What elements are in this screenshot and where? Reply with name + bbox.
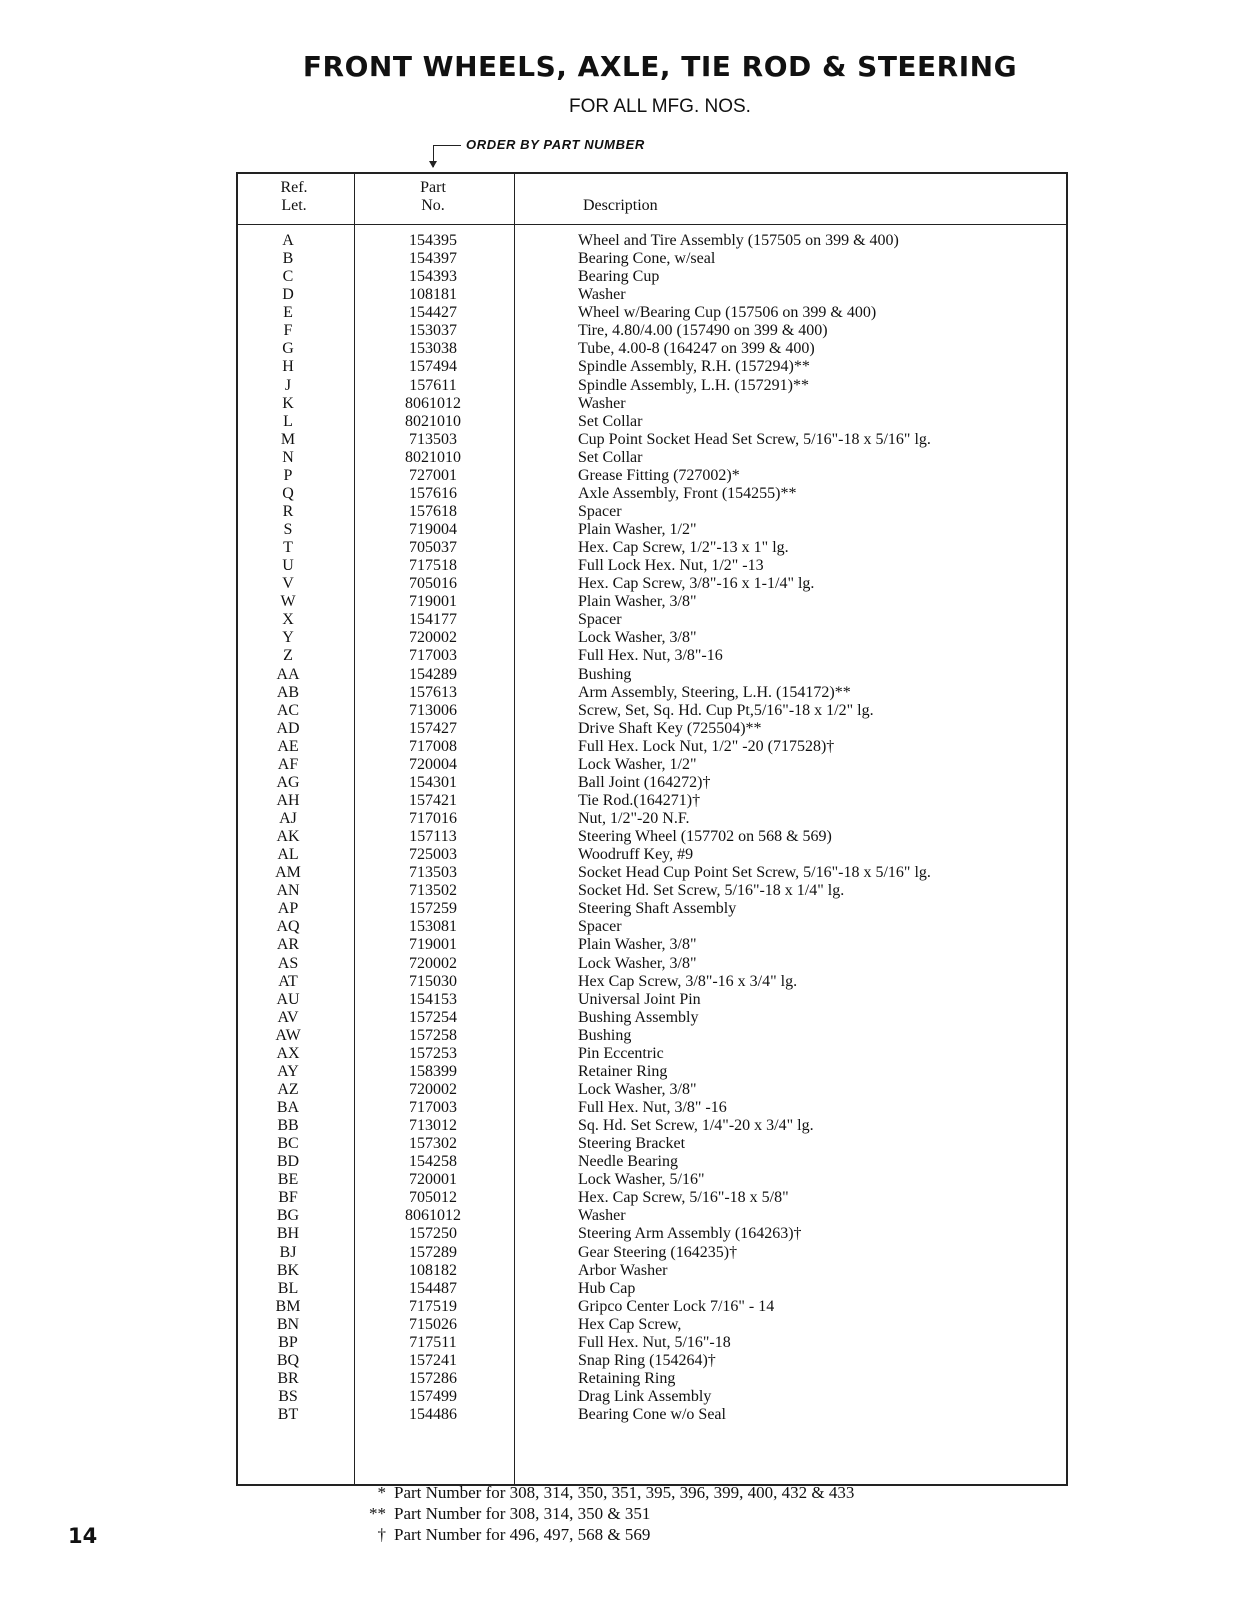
ref-letter: Z [283, 647, 293, 665]
parts-list [238, 232, 1066, 1424]
part-description: Axle Assembly, Front (154255)** [578, 484, 797, 502]
ref-letter: B [282, 250, 294, 268]
part-description: Lock Washer, 3/8" [578, 1080, 697, 1098]
part-description: Retaining Ring [578, 1369, 676, 1387]
ref-letter: BC [277, 1135, 299, 1153]
part-number: 157250 [409, 1225, 457, 1243]
table-row [238, 774, 1066, 792]
part-number: 157254 [409, 1008, 457, 1026]
table-row [238, 395, 1066, 413]
table-row [238, 629, 1066, 647]
part-description: Spacer [578, 918, 622, 936]
part-number: 720002 [409, 954, 457, 972]
ref-letter: AJ [279, 810, 297, 827]
part-number: 154397 [409, 250, 457, 268]
part-description: Bearing Cone, w/seal [578, 250, 716, 268]
ref-letter: BD [276, 1153, 300, 1171]
part-description: Gear Steering (164235)† [578, 1243, 738, 1261]
part-number: 713503 [409, 430, 457, 448]
part-number: 717008 [409, 737, 457, 755]
ref-letter: AT [278, 972, 298, 990]
ref-letter: BN [276, 1315, 300, 1333]
table-row [238, 286, 1066, 304]
footnote-text: Part Number for 308, 314, 350 & 351 [394, 1504, 651, 1523]
ref-letter: M [280, 430, 296, 448]
part-number: 154153 [409, 990, 457, 1008]
part-description: Plain Washer, 1/2" [578, 521, 697, 538]
table-row [238, 1063, 1066, 1081]
part-number: 705016 [409, 575, 457, 593]
ref-letter: AN [276, 882, 300, 900]
table-row [238, 1153, 1066, 1171]
footnote-mark: † [377, 1525, 386, 1544]
ref-letter: R [282, 502, 294, 520]
ref-letter: AZ [277, 1080, 299, 1098]
table-row [238, 684, 1066, 702]
order-note: ORDER BY PART NUMBER [466, 137, 645, 152]
part-number: 108181 [409, 286, 457, 304]
part-description: Nut, 1/2"-20 N.F. [578, 810, 690, 827]
ref-letter: AX [276, 1044, 300, 1062]
table-row [238, 666, 1066, 684]
table-row [238, 1280, 1066, 1298]
part-number: 727001 [409, 466, 457, 484]
table-row [238, 1370, 1066, 1388]
part-number: 157253 [409, 1044, 457, 1062]
part-number: 157113 [409, 828, 457, 846]
ref-letter: AK [276, 828, 300, 846]
part-number: 157259 [409, 900, 457, 918]
part-description: Full Hex. Nut, 3/8"-16 [578, 647, 723, 665]
ref-letter: AD [276, 719, 300, 737]
part-description: Hex. Cap Screw, 5/16"-18 x 5/8" [578, 1189, 789, 1207]
part-number: 713503 [409, 864, 457, 882]
table-row [238, 539, 1066, 557]
ref-letter: AC [276, 701, 300, 719]
table-row [238, 1225, 1066, 1243]
table-row [238, 1171, 1066, 1189]
part-number: 157611 [409, 376, 457, 394]
ref-letter: AV [277, 1008, 299, 1026]
part-number: 153081 [409, 918, 457, 936]
table-row [238, 467, 1066, 485]
part-description: Universal Joint Pin [578, 990, 701, 1008]
table-row [238, 232, 1066, 250]
part-number: 158399 [409, 1062, 457, 1080]
ref-letter: K [282, 394, 294, 412]
part-description: Lock Washer, 5/16" [578, 1171, 705, 1189]
part-number: 157499 [409, 1388, 457, 1405]
table-row [238, 521, 1066, 539]
footnote-text: Part Number for 496, 497, 568 & 569 [394, 1525, 651, 1544]
table-row [238, 1316, 1066, 1334]
part-description: Steering Shaft Assembly [578, 900, 737, 918]
part-number: 157613 [409, 683, 457, 701]
part-description: Socket Head Cup Point Set Screw, 5/16"-18 x 5/16" lg. [578, 864, 931, 882]
part-description: Retainer Ring [578, 1062, 668, 1080]
ref-letter: AE [277, 737, 299, 755]
ref-letter: AA [276, 665, 300, 683]
part-description: Snap Ring (154264)† [578, 1351, 716, 1369]
header-divider [238, 224, 1066, 225]
table-row [238, 738, 1066, 756]
ref-letter: H [282, 358, 294, 376]
ref-letter: E [283, 304, 293, 322]
part-description: Spindle Assembly, R.H. (157294)** [578, 358, 810, 376]
table-row [238, 864, 1066, 882]
ref-letter: AM [275, 864, 301, 882]
table-row [238, 611, 1066, 629]
ref-letter: BG [276, 1207, 300, 1225]
ref-letter: AP [277, 900, 299, 918]
table-row [238, 1388, 1066, 1406]
ref-letter: BQ [276, 1351, 300, 1369]
table-row [238, 1099, 1066, 1117]
part-description: Washer [578, 286, 626, 304]
part-description: Gripco Center Lock 7/16" - 14 [578, 1297, 775, 1315]
part-description: Woodruff Key, #9 [578, 846, 694, 864]
ref-letter: AF [277, 755, 299, 773]
part-number: 720004 [409, 755, 457, 773]
table-row [238, 1244, 1066, 1262]
part-number: 8021010 [405, 448, 461, 466]
table-row [238, 1352, 1066, 1370]
footnote [360, 1482, 854, 1503]
ref-letter: BE [277, 1171, 299, 1189]
table-row [238, 846, 1066, 864]
table-row [238, 882, 1066, 900]
part-description: Full Lock Hex. Nut, 1/2" -13 [578, 557, 764, 575]
part-number: 157618 [409, 502, 457, 520]
table-row [238, 340, 1066, 358]
footnote [360, 1524, 854, 1545]
part-description: Bearing Cone w/o Seal [578, 1406, 726, 1424]
part-number: 8061012 [405, 1207, 461, 1225]
part-number: 154301 [409, 773, 457, 791]
part-description: Spacer [578, 611, 622, 629]
part-description: Pin Eccentric [578, 1044, 664, 1062]
part-description: Steering Wheel (157702 on 568 & 569) [578, 828, 832, 846]
part-number: 157421 [409, 791, 457, 809]
ref-letter: X [282, 611, 294, 629]
part-description: Steering Arm Assembly (164263)† [578, 1225, 802, 1243]
part-number: 157258 [409, 1026, 457, 1044]
part-number: 717003 [409, 1099, 457, 1116]
ref-letter: S [283, 521, 293, 538]
part-number: 157427 [409, 719, 457, 737]
part-description: Spacer [578, 502, 622, 520]
part-number: 157616 [409, 484, 457, 502]
footnote-mark: * [377, 1483, 386, 1502]
part-description: Tube, 4.00-8 (164247 on 399 & 400) [578, 340, 815, 358]
table-row [238, 792, 1066, 810]
table-row [238, 1207, 1066, 1225]
part-description: Bushing Assembly [578, 1008, 699, 1026]
part-number: 157494 [409, 358, 457, 376]
ref-letter: BM [275, 1297, 301, 1315]
footnote-text: Part Number for 308, 314, 350, 351, 395, 396, 399, 400, 432 & 433 [394, 1483, 855, 1502]
part-number: 154258 [409, 1153, 457, 1171]
part-description: Set Collar [578, 412, 643, 430]
footnote-mark: ** [369, 1504, 386, 1523]
ref-letter: BH [276, 1225, 300, 1243]
part-number: 8021010 [405, 412, 461, 430]
part-description: Hex Cap Screw, [578, 1315, 682, 1333]
part-description: Washer [578, 1207, 626, 1225]
table-row [238, 1045, 1066, 1063]
header-part-no [358, 179, 508, 215]
part-number: 154393 [409, 268, 457, 286]
part-description: Sq. Hd. Set Screw, 1/4"-20 x 3/4" lg. [578, 1117, 814, 1135]
part-description: Plain Washer, 3/8" [578, 593, 697, 611]
table-row [238, 918, 1066, 936]
part-description: Bushing [578, 665, 632, 683]
table-row [238, 936, 1066, 954]
part-number: 157289 [409, 1243, 457, 1261]
part-description: Drag Link Assembly [578, 1388, 712, 1405]
part-description: Hex. Cap Screw, 3/8"-16 x 1-1/4" lg. [578, 575, 815, 593]
part-number: 154427 [409, 304, 457, 322]
parts-table [236, 172, 1068, 1486]
ref-letter: AL [277, 846, 299, 864]
part-description: Arbor Washer [578, 1261, 668, 1279]
part-description: Screw, Set, Sq. Hd. Cup Pt,5/16"-18 x 1/2" lg. [578, 701, 874, 719]
part-number: 154177 [409, 611, 457, 629]
part-description: Lock Washer, 3/8" [578, 629, 697, 647]
ref-letter: BP [278, 1333, 298, 1351]
ref-letter: D [282, 286, 294, 304]
ref-letter: T [283, 539, 293, 557]
ref-letter: AS [277, 954, 299, 972]
part-number: 713006 [409, 701, 457, 719]
table-row [238, 557, 1066, 575]
table-row [238, 900, 1066, 918]
ref-letter: BL [277, 1279, 299, 1297]
part-number: 719004 [409, 521, 457, 538]
ref-letter: Q [282, 484, 294, 502]
part-description: Arm Assembly, Steering, L.H. (154172)** [578, 683, 851, 701]
page-subtitle: FOR ALL MFG. NOS. [569, 96, 751, 117]
ref-letter: L [283, 412, 293, 430]
part-number: 720002 [409, 629, 457, 647]
table-row [238, 1262, 1066, 1280]
table-row [238, 828, 1066, 846]
table-row [238, 1117, 1066, 1135]
part-number: 725003 [409, 846, 457, 864]
header-part-line2: No. [421, 197, 445, 214]
table-row [238, 1135, 1066, 1153]
part-description: Grease Fitting (727002)* [578, 466, 740, 484]
ref-letter: A [282, 232, 294, 249]
ref-letter: BK [276, 1261, 300, 1279]
table-row [238, 973, 1066, 991]
table-row [238, 1009, 1066, 1027]
part-description: Steering Bracket [578, 1135, 686, 1153]
ref-letter: G [282, 340, 294, 358]
table-row [238, 322, 1066, 340]
ref-letter: Y [282, 629, 294, 647]
part-description: Ball Joint (164272)† [578, 773, 711, 791]
ref-letter: BR [277, 1369, 299, 1387]
table-row [238, 413, 1066, 431]
ref-letter: BB [277, 1117, 299, 1135]
part-number: 154487 [409, 1279, 457, 1297]
table-row [238, 702, 1066, 720]
footnotes [360, 1482, 854, 1545]
ref-letter: W [280, 593, 296, 611]
ref-letter: AH [276, 791, 300, 809]
page-title: FRONT WHEELS, AXLE, TIE ROD & STEERING [302, 50, 1018, 83]
part-description: Bushing [578, 1026, 632, 1044]
header-description: Description [583, 197, 658, 214]
order-note-bracket [433, 145, 461, 146]
ref-letter: AY [277, 1062, 299, 1080]
part-description: Tie Rod.(164271)† [578, 791, 701, 809]
header-part-line1: Part [420, 179, 446, 196]
part-description: Hub Cap [578, 1279, 636, 1297]
part-description: Hex. Cap Screw, 1/2"-13 x 1" lg. [578, 539, 789, 557]
ref-letter: N [282, 448, 294, 466]
part-description: Full Hex. Nut, 3/8" -16 [578, 1099, 727, 1116]
table-row [238, 377, 1066, 395]
part-description: Washer [578, 394, 626, 412]
part-number: 154395 [409, 232, 457, 249]
part-description: Full Hex. Nut, 5/16"-18 [578, 1333, 731, 1351]
table-row [238, 720, 1066, 738]
ref-letter: U [282, 557, 294, 575]
table-row [238, 1027, 1066, 1045]
part-number: 154486 [409, 1406, 457, 1424]
table-row [238, 503, 1066, 521]
part-number: 719001 [409, 593, 457, 611]
part-number: 713012 [409, 1117, 457, 1135]
part-description: Full Hex. Lock Nut, 1/2" -20 (717528)† [578, 737, 835, 755]
part-number: 154289 [409, 665, 457, 683]
part-number: 715030 [409, 972, 457, 990]
header-ref-line2: Let. [281, 197, 307, 214]
part-number: 717016 [409, 810, 457, 827]
part-description: Bearing Cup [578, 268, 660, 286]
part-description: Drive Shaft Key (725504)** [578, 719, 762, 737]
part-number: 715026 [409, 1315, 457, 1333]
table-row [238, 810, 1066, 828]
table-row [238, 575, 1066, 593]
ref-letter: V [282, 575, 294, 593]
ref-letter: AW [275, 1026, 301, 1044]
table-row [238, 1334, 1066, 1352]
part-description: Socket Hd. Set Screw, 5/16"-18 x 1/4" lg. [578, 882, 845, 900]
part-number: 8061012 [405, 394, 461, 412]
table-row [238, 485, 1066, 503]
part-description: Lock Washer, 1/2" [578, 755, 697, 773]
part-number: 717003 [409, 647, 457, 665]
part-number: 108182 [409, 1261, 457, 1279]
table-row [238, 647, 1066, 665]
part-description: Wheel w/Bearing Cup (157506 on 399 & 400) [578, 304, 877, 322]
table-row [238, 250, 1066, 268]
part-description: Tire, 4.80/4.00 (157490 on 399 & 400) [578, 322, 828, 340]
table-row [238, 756, 1066, 774]
part-number: 153038 [409, 340, 457, 358]
ref-letter: BA [276, 1099, 300, 1116]
table-row [238, 991, 1066, 1009]
part-description: Cup Point Socket Head Set Screw, 5/16"-18 x 5/16" lg. [578, 430, 931, 448]
part-number: 153037 [409, 322, 457, 340]
table-row [238, 304, 1066, 322]
ref-letter: AR [276, 936, 300, 954]
part-description: Plain Washer, 3/8" [578, 936, 697, 954]
part-number: 717518 [409, 557, 457, 575]
header-ref-line1: Ref. [280, 179, 308, 196]
footnote [360, 1503, 854, 1524]
table-row [238, 955, 1066, 973]
part-description: Set Collar [578, 448, 643, 466]
table-row [238, 1081, 1066, 1099]
part-number: 157286 [409, 1369, 457, 1387]
table-row [238, 431, 1066, 449]
ref-letter: AG [276, 773, 300, 791]
part-number: 157302 [409, 1135, 457, 1153]
part-number: 717511 [409, 1333, 457, 1351]
ref-letter: AB [276, 683, 300, 701]
part-number: 157241 [409, 1351, 457, 1369]
page-number: 14 [68, 1524, 98, 1548]
part-description: Needle Bearing [578, 1153, 678, 1171]
table-row [238, 593, 1066, 611]
part-description: Hex Cap Screw, 3/8"-16 x 3/4" lg. [578, 972, 798, 990]
arrow-down-icon [429, 161, 437, 168]
table-row [238, 268, 1066, 286]
part-description: Lock Washer, 3/8" [578, 954, 697, 972]
part-number: 720001 [409, 1171, 457, 1189]
ref-letter: BF [278, 1189, 298, 1207]
ref-letter: AQ [276, 918, 300, 936]
part-description: Wheel and Tire Assembly (157505 on 399 & 400) [578, 232, 899, 249]
ref-letter: C [282, 268, 294, 286]
part-number: 719001 [409, 936, 457, 954]
ref-letter: J [284, 376, 292, 394]
ref-letter: AU [276, 990, 300, 1008]
table-row [238, 1189, 1066, 1207]
part-description: Spindle Assembly, L.H. (157291)** [578, 376, 809, 394]
ref-letter: BJ [279, 1243, 297, 1261]
part-number: 713502 [409, 882, 457, 900]
table-row [238, 358, 1066, 376]
part-number: 717519 [409, 1297, 457, 1315]
ref-letter: BS [278, 1388, 298, 1405]
table-row [238, 449, 1066, 467]
ref-letter: P [283, 466, 293, 484]
part-number: 705037 [409, 539, 457, 557]
part-number: 720002 [409, 1080, 457, 1098]
ref-letter: F [283, 322, 293, 340]
part-number: 705012 [409, 1189, 457, 1207]
table-row [238, 1298, 1066, 1316]
header-ref-let [238, 179, 350, 215]
ref-letter: BT [277, 1406, 299, 1424]
table-row [238, 1406, 1066, 1424]
